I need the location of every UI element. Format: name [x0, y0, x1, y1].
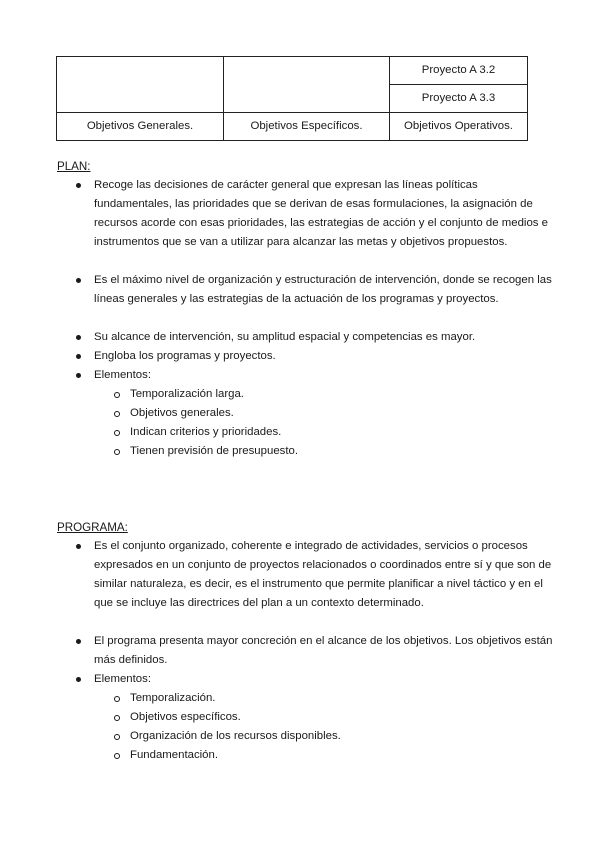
objectives-table [56, 56, 528, 141]
programa-bullet-list [57, 537, 557, 765]
bullet-dot-icon [76, 373, 81, 378]
list-item: Es el máximo nivel de organización y estructuración de intervención, donde se recogen las líneas generales y las estrategias de la actuación de los programas y proyectos. [57, 271, 557, 309]
table-cell [57, 57, 224, 113]
list-item: Objetivos específicos. [94, 708, 557, 727]
plan-heading: PLAN: [57, 160, 91, 173]
table-cell: Objetivos Específicos. [224, 113, 390, 141]
list-item: Objetivos generales. [94, 404, 557, 423]
bullet-dot-icon [76, 183, 81, 188]
bullet-circle-icon [114, 430, 120, 436]
list-item: Su alcance de intervención, su amplitud espacial y competencias es mayor. [57, 328, 557, 347]
list-item: Es el conjunto organizado, coherente e integrado de actividades, servicios o procesos expresados en un conjunto de proyectos relacionados o coordinados entre sí y que son de similar naturaleza, es decir, es el instrumento que permite planificar a nivel táctico y en el que se incluye las directrices del plan a un contexto determinado. [57, 537, 557, 613]
bullet-circle-icon [114, 449, 120, 455]
programa-elements-list [94, 689, 557, 765]
list-item: Organización de los recursos disponibles. [94, 727, 557, 746]
bullet-dot-icon [76, 677, 81, 682]
programa-heading: PROGRAMA: [57, 521, 128, 534]
bullet-circle-icon [114, 411, 120, 417]
bullet-circle-icon [114, 715, 120, 721]
bullet-dot-icon [76, 544, 81, 549]
bullet-dot-icon [76, 354, 81, 359]
list-item: Elementos: Temporalización. Objetivos específicos. Organización de los recursos disponibles. Fundamentación. [57, 670, 557, 765]
table-cell: Proyecto A 3.2 [390, 57, 528, 85]
bullet-dot-icon [76, 639, 81, 644]
list-item: Tienen previsión de presupuesto. [94, 442, 557, 461]
table-row [57, 113, 528, 141]
table-cell: Proyecto A 3.3 [390, 85, 528, 113]
plan-bullet-list [57, 176, 557, 461]
table-cell [224, 57, 390, 113]
bullet-dot-icon [76, 335, 81, 340]
list-item: Recoge las decisiones de carácter general que expresan las líneas políticas fundamentales, las prioridades que se derivan de esas formulaciones, la asignación de recursos acorde con esas prioridades, las estrategias de acción y el conjunto de medios e instrumentos que se van a utilizar para alcanzar las metas y objetivos propuestos. [57, 176, 557, 252]
table-cell: Objetivos Generales. [57, 113, 224, 141]
bullet-circle-icon [114, 753, 120, 759]
list-item: Temporalización. [94, 689, 557, 708]
programa-section [57, 519, 557, 765]
list-item: El programa presenta mayor concreción en el alcance de los objetivos. Los objetivos están más definidos. [57, 632, 557, 670]
list-item: Fundamentación. [94, 746, 557, 765]
list-item: Elementos: Temporalización larga. Objetivos generales. Indican criterios y prioridades. Tienen previsión de presupuesto. [57, 366, 557, 461]
bullet-circle-icon [114, 734, 120, 740]
table-row [57, 57, 528, 85]
bullet-circle-icon [114, 696, 120, 702]
bullet-circle-icon [114, 392, 120, 398]
list-item: Temporalización larga. [94, 385, 557, 404]
list-item: Indican criterios y prioridades. [94, 423, 557, 442]
bullet-dot-icon [76, 278, 81, 283]
list-item: Engloba los programas y proyectos. [57, 347, 557, 366]
plan-elements-list [94, 385, 557, 461]
table-cell: Objetivos Operativos. [390, 113, 528, 141]
plan-section [57, 158, 557, 461]
